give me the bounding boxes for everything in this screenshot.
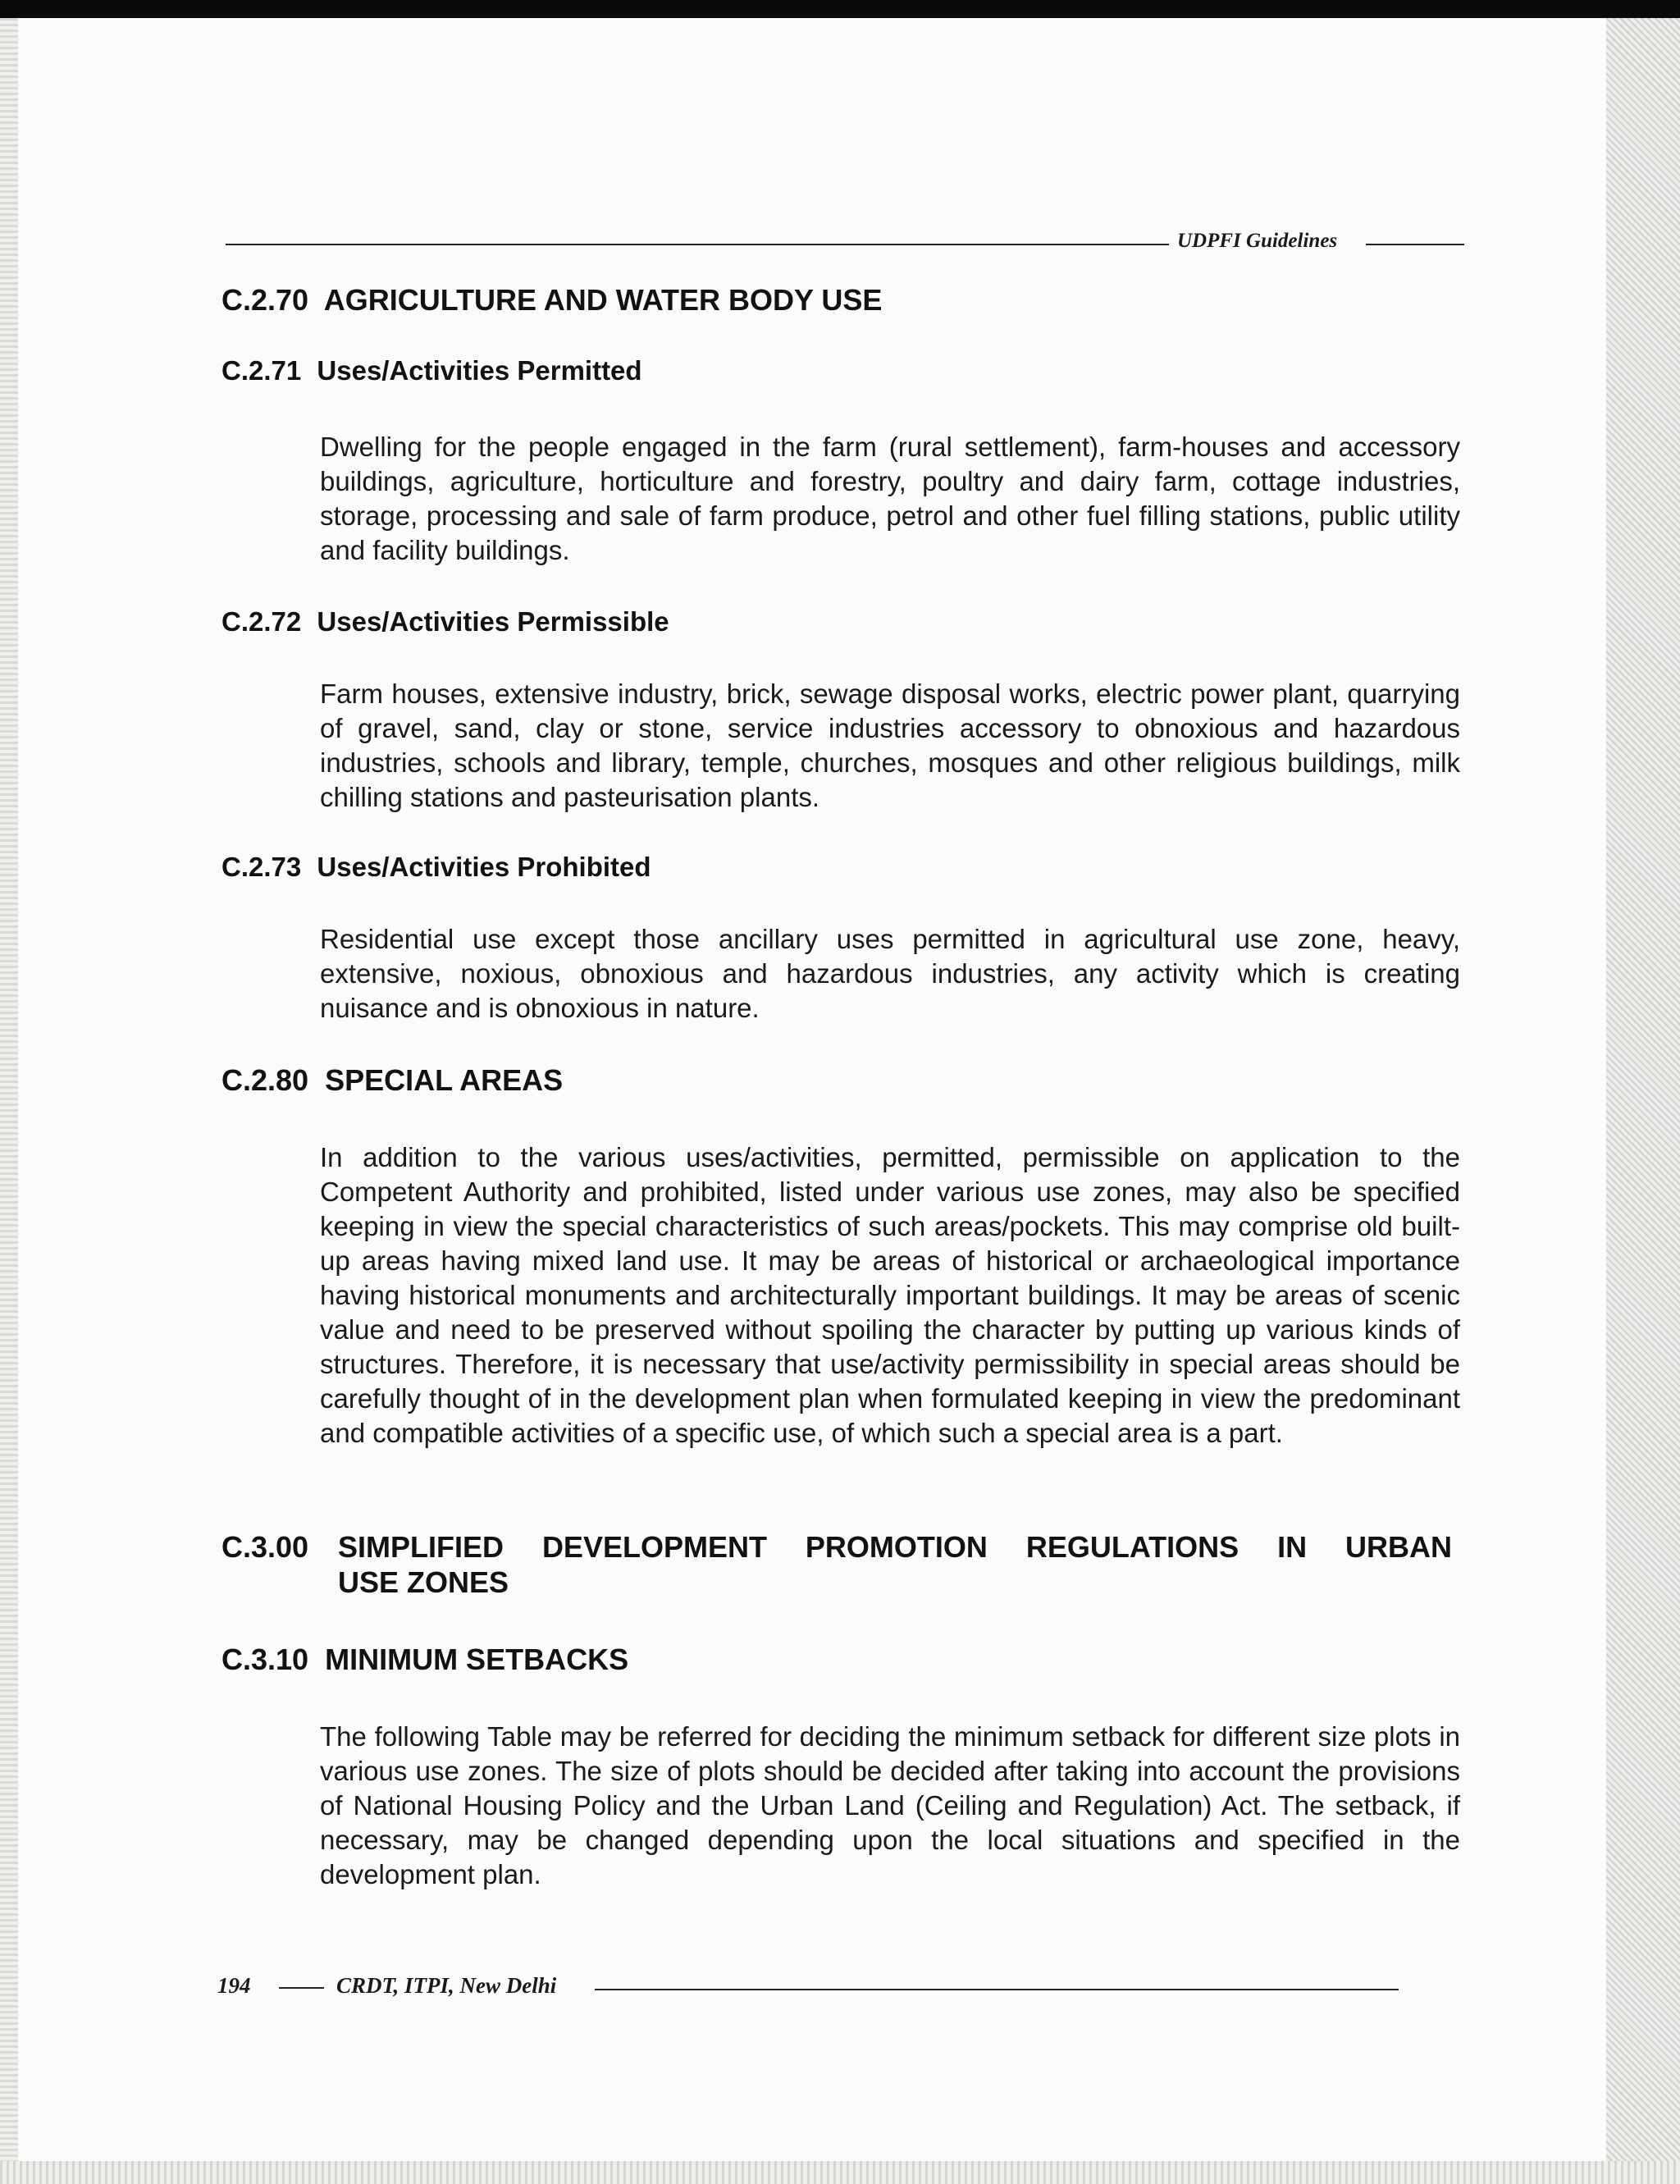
page-footer <box>217 1973 1399 2003</box>
section-number: C.3.10 <box>221 1643 309 1676</box>
scan-left-border <box>0 18 18 2184</box>
section-title: Uses/Activities Permissible <box>317 606 669 637</box>
section-title-line-2: USE ZONES <box>338 1565 509 1599</box>
running-title: UDPFI Guidelines <box>1177 230 1338 252</box>
paragraph-c2-73: Residential use except those ancillary uses permitted in agricultural use zone, heavy, extensive, noxious, obnoxious and hazardous industries, any activity which is creating nuisance and is obnoxious in nature. <box>320 924 1460 1023</box>
paragraph-c2-72: Farm houses, extensive industry, brick, sewage disposal works, electric power plant, quarrying of gravel, sand, clay or stone, service industries accessory to obnoxious and hazardous industries, schools and library, temple, churches, mosques and other religious buildings, milk chilling stations and pasteurisation plants. <box>320 679 1460 812</box>
section-title: SPECIAL AREAS <box>325 1063 564 1097</box>
paragraph-c2-71: Dwelling for the people engaged in the farm (rural settlement), farm-houses and accessory buildings, agriculture, horticulture and forestry, poultry and dairy farm, cottage industries, storage, processing and sale of farm produce, petrol and other fuel filling stations, public utility and facility buildings. <box>320 432 1460 565</box>
header-rule-right <box>1366 244 1464 245</box>
section-number: C.3.00 <box>221 1530 309 1564</box>
footer-rule <box>595 1989 1399 1990</box>
section-heading-c2-70 <box>221 283 882 318</box>
section-title: MINIMUM SETBACKS <box>325 1643 629 1676</box>
section-heading-c2-71 <box>221 355 642 386</box>
footer-dash <box>279 1987 324 1989</box>
section-title: Uses/Activities Permitted <box>317 355 642 386</box>
section-heading-c2-73 <box>221 852 651 883</box>
paragraph-c3-10: The following Table may be referred for deciding the minimum setback for different size plots in various use zones. The size of plots should be decided after taking into account the provisions of National Housing Policy and the Urban Land (Ceiling and Regulation) Act. The setback, if necessary, may be changed depending upon the local situations and specified in the development plan. <box>320 1721 1460 1889</box>
running-header <box>226 230 1464 256</box>
section-title: Uses/Activities Prohibited <box>317 852 651 882</box>
scan-bottom-border <box>0 2161 1680 2184</box>
section-number: C.2.71 <box>221 355 302 386</box>
section-heading-c2-72 <box>221 606 669 637</box>
section-title-line-1: SIMPLIFIED DEVELOPMENT PROMOTION REGULATIONS IN URBAN <box>338 1530 1452 1564</box>
section-number: C.2.80 <box>221 1063 309 1097</box>
section-number: C.2.72 <box>221 606 302 637</box>
section-heading-c3-00 <box>221 1529 1452 1600</box>
section-title: AGRICULTURE AND WATER BODY USE <box>323 283 883 317</box>
footer-publisher: CRDT, ITPI, New Delhi <box>336 1973 557 1998</box>
scan-top-border <box>0 0 1680 18</box>
scan-right-border <box>1606 18 1680 2184</box>
header-rule-left <box>226 244 1169 245</box>
page-number: 194 <box>217 1973 251 1998</box>
paragraph-c2-80: In addition to the various uses/activities, permitted, permissible on application to the Competent Authority and prohibited, listed under various use zones, may also be specified keeping in view the special characteristics of such areas/pockets. This may comprise old built-up areas having mixed land use. It may be areas of historical or archaeological importance having historical monuments and architecturally important buildings. It may be areas of scenic value and need to be preserved without spoiling the character by putting up various kinds of structures. Therefore, it is necessary that use/activity permissibility in special areas should be carefully thought of in the development plan when formulated keeping in view the predominant and compatible activities of a specific use, of which such a special area is a part. <box>320 1142 1460 1448</box>
section-heading-c3-10 <box>221 1643 628 1677</box>
section-heading-c2-80 <box>221 1063 563 1098</box>
section-number: C.2.70 <box>221 283 309 317</box>
section-number: C.2.73 <box>221 852 302 882</box>
